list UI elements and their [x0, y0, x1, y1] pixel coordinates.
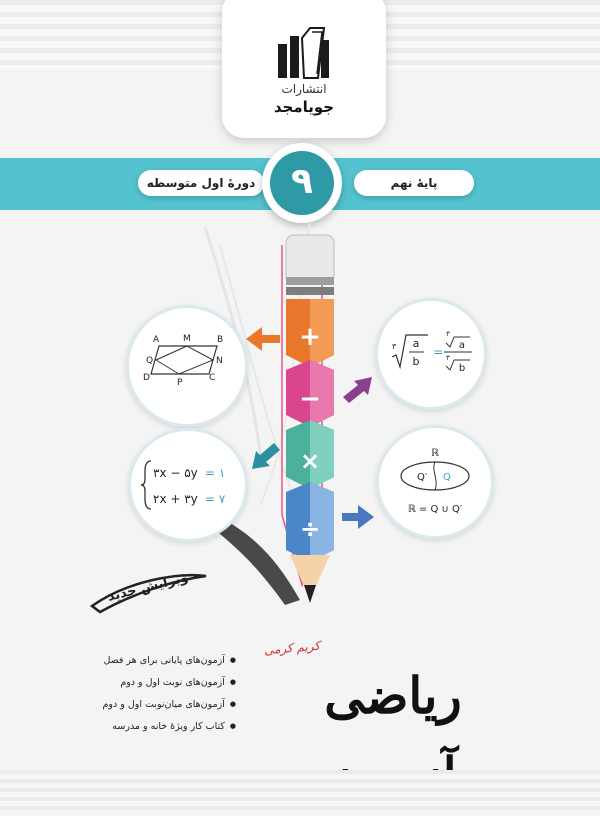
var-a: a: [458, 340, 466, 351]
grade-label-pill: پایهٔ نهم: [354, 170, 474, 196]
q-prime-label: Q′: [417, 472, 428, 483]
geometry-bubble: [126, 305, 248, 427]
minus-sign: −: [299, 384, 321, 414]
times-sign: ×: [299, 447, 321, 475]
radical-index: ۳: [446, 330, 450, 338]
arrow-left-icon: [246, 327, 280, 351]
pencil-eraser: [286, 235, 334, 283]
cover-illustration: [0, 215, 600, 615]
universe-label: ℝ: [431, 448, 439, 459]
feature-item: ● آزمون‌های میان‌نوبت اول و دوم: [86, 697, 236, 719]
q-label: Q: [443, 472, 451, 483]
pencil-segment-plus: [286, 299, 334, 367]
equals-sign: =: [433, 345, 444, 359]
pencil-ferrule: [286, 287, 334, 295]
feature-item: ● آزمون‌های نوبت اول و دوم: [86, 675, 236, 697]
radical-index: ۳: [446, 354, 450, 362]
arrow-right-icon: [342, 505, 374, 529]
edition-label: ویرایش جدید: [106, 570, 190, 605]
label-b: B: [217, 335, 224, 345]
pencil-ferrule: [286, 277, 334, 285]
label-q: Q: [146, 356, 154, 366]
feature-list: [86, 653, 236, 741]
pencil-segment-times: [286, 420, 334, 489]
parallelogram-diagram: [129, 308, 245, 424]
equation-system: [131, 431, 245, 539]
arrow-up-right-icon: [343, 377, 372, 403]
author-name: کریم کرمی: [263, 638, 321, 658]
book-title: ریاضی: [324, 666, 462, 725]
grade-number: ۹: [270, 151, 334, 215]
publisher-subtitle: انتشارات: [281, 82, 327, 96]
books-logo-icon: [274, 24, 334, 84]
feature-item: ● کتاب کار ویژهٔ خانه و مدرسه: [86, 719, 236, 741]
label-m: M: [183, 334, 191, 344]
publisher-name: جویامجد: [273, 98, 335, 116]
label-a: A: [153, 335, 160, 345]
new-edition-stamp: [86, 572, 210, 616]
var-b: b: [412, 355, 420, 368]
sets-bubble: [376, 425, 494, 539]
set-identity: ℝ = Q ∪ Q′: [407, 504, 463, 515]
bottom-stripe-background: [0, 770, 600, 810]
pencil-segment-minus: [286, 360, 334, 427]
radical-formula: [378, 301, 484, 407]
pencil-lead: [304, 585, 316, 603]
publisher-logo-card: [222, 0, 386, 138]
feature-item: ● آزمون‌های پایانی برای هر فصل: [86, 653, 236, 675]
label-d: D: [143, 373, 150, 383]
equation-2-left: ۲x + ۳y: [153, 492, 198, 506]
radical-index: ۳: [392, 342, 397, 351]
equation-2-right: = ۷: [205, 492, 226, 506]
label-p: P: [177, 378, 183, 388]
equation-system-bubble: [128, 428, 248, 542]
pencil-segment-divide: [286, 482, 334, 562]
divide-sign: ÷: [299, 515, 321, 543]
label-c: C: [209, 373, 216, 383]
label-n: N: [216, 356, 223, 366]
course-level-pill: دورهٔ اول متوسطه: [138, 170, 264, 196]
sets-diagram: [379, 428, 491, 536]
var-a: a: [412, 337, 420, 350]
grade-badge: [262, 143, 342, 223]
var-b: b: [458, 363, 466, 374]
radical-bubble: [375, 298, 487, 410]
plus-sign: +: [299, 322, 321, 352]
equation-1-right: = ۱: [205, 466, 226, 480]
equation-1-left: ۳x − ۵y: [153, 466, 198, 480]
